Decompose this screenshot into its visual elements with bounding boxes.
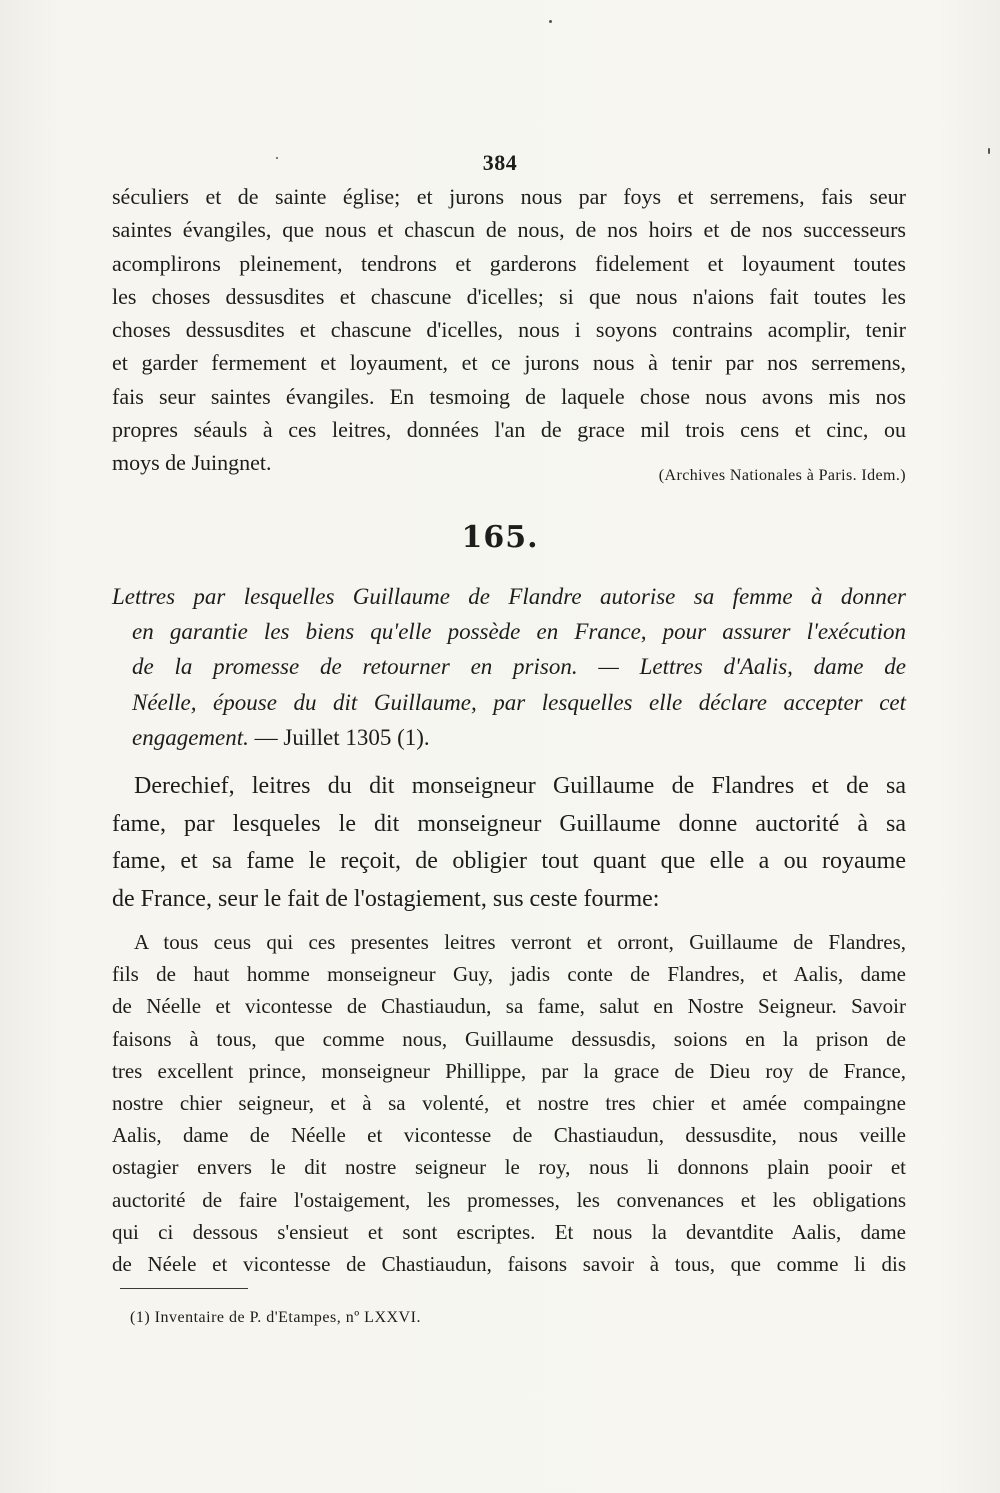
- text-line: fame, par lesqueles le dit monseigneur Guillaume donne auctorité à sa: [112, 810, 906, 837]
- text-line: acomplirons pleinement, tendrons et garderons fidelement et loyaument toutes: [112, 250, 906, 276]
- text-line: propres séauls à ces leitres, données l'an de grace mil trois cens et cinc, ou: [112, 417, 906, 443]
- text-line: de France, seur le fait de l'ostagiement, sus ceste fourme:: [112, 885, 660, 912]
- summary-line: [132, 720, 906, 755]
- summary-italic-end: engagement.: [132, 724, 249, 750]
- text-line: moys de Juingnet.: [112, 450, 272, 476]
- text-line: les choses dessusdites et chascune d'icelles; si que nous n'aions fait toutes les: [112, 283, 906, 309]
- summary-line: de la promesse de retourner en prison. — Lettres d'Aalis, dame de: [132, 654, 906, 680]
- text-line: fame, et sa fame le reçoit, de obligier tout quant que elle a ou royaume: [112, 848, 906, 874]
- text-line: choses dessusdites et chascune d'icelles, nous i soyons contrains acomplir, tenir: [112, 317, 906, 343]
- summary-date: — Juillet 1305 (1).: [248, 724, 430, 750]
- text-line: ostagier envers le dit nostre seigneur le roy, nous li donnons plain pooir et: [112, 1155, 906, 1180]
- text-line: qui ci dessous s'ensieut et sont escriptes. Et nous la devantdite Aalis, dame: [112, 1219, 906, 1244]
- paragraph-introduction: [112, 768, 906, 918]
- text-line: fils de haut homme monseigneur Guy, jadis conte de Flandres, et Aalis, dame: [112, 962, 906, 987]
- document-summary: [112, 579, 906, 755]
- text-line: A tous ceus qui ces presentes leitres verront et orront, Guillaume de Flandres,: [134, 930, 906, 954]
- paper-speck: [549, 20, 552, 23]
- text-line: auctorité de faire l'ostaigement, les promesses, les convenances et les obligations: [112, 1187, 906, 1212]
- text-line: Derechief, leitres du dit monseigneur Guillaume de Flandres et de sa: [134, 773, 906, 799]
- paper-speck: [988, 148, 990, 154]
- summary-line: Lettres par lesquelles Guillaume de Flandre autorise sa femme à donner: [112, 584, 906, 609]
- paper-speck: [276, 157, 278, 159]
- summary-line: Néelle, épouse du dit Guillaume, par lesquelles elle déclare accepter cet: [132, 689, 906, 715]
- text-line: de Néele et vicontesse de Chastiaudun, faisons savoir à tous, que comme li dis: [112, 1252, 906, 1277]
- footnote-rule: [120, 1288, 248, 1289]
- paragraph-continuation: [112, 180, 906, 480]
- text-line: saintes évangiles, que nous et chascun de nous, de nos hoirs et de nos successeurs: [112, 217, 906, 243]
- summary-line: en garantie les biens qu'elle possède en France, pour assurer l'exécution: [132, 619, 906, 645]
- document-number: 165.: [461, 520, 539, 555]
- page-number: 384: [482, 150, 518, 175]
- footnote: (1) Inventaire de P. d'Etampes, nº LXXVI.: [130, 1309, 421, 1326]
- text-line: nostre chier seigneur, et à sa volenté, et nostre tres chier et amée compaingne: [112, 1091, 906, 1116]
- text-line: de Néelle et vicontesse de Chastiaudun, sa fame, salut en Nostre Seigneur. Savoir: [112, 994, 906, 1019]
- paragraph-charter: [112, 926, 906, 1280]
- text-line: et garder fermement et loyaument, et ce jurons nous à tenir par nos serremens,: [112, 350, 906, 376]
- text-line: fais seur saintes évangiles. En tesmoing de laquele chose nous avons mis nos: [112, 383, 906, 409]
- text-line: séculiers et de sainte église; et jurons nous par foys et serremens, fais seur: [112, 184, 906, 209]
- source-citation: (Archives Nationales à Paris. Idem.): [658, 467, 906, 484]
- text-line: faisons à tous, que comme nous, Guillaume dessusdis, soions en la prison de: [112, 1026, 906, 1051]
- text-line: tres excellent prince, monseigneur Phillippe, par la grace de Dieu roy de France,: [112, 1058, 906, 1083]
- text-line: Aalis, dame de Néelle et vicontesse de Chastiaudun, dessusdite, nous veille: [112, 1123, 906, 1148]
